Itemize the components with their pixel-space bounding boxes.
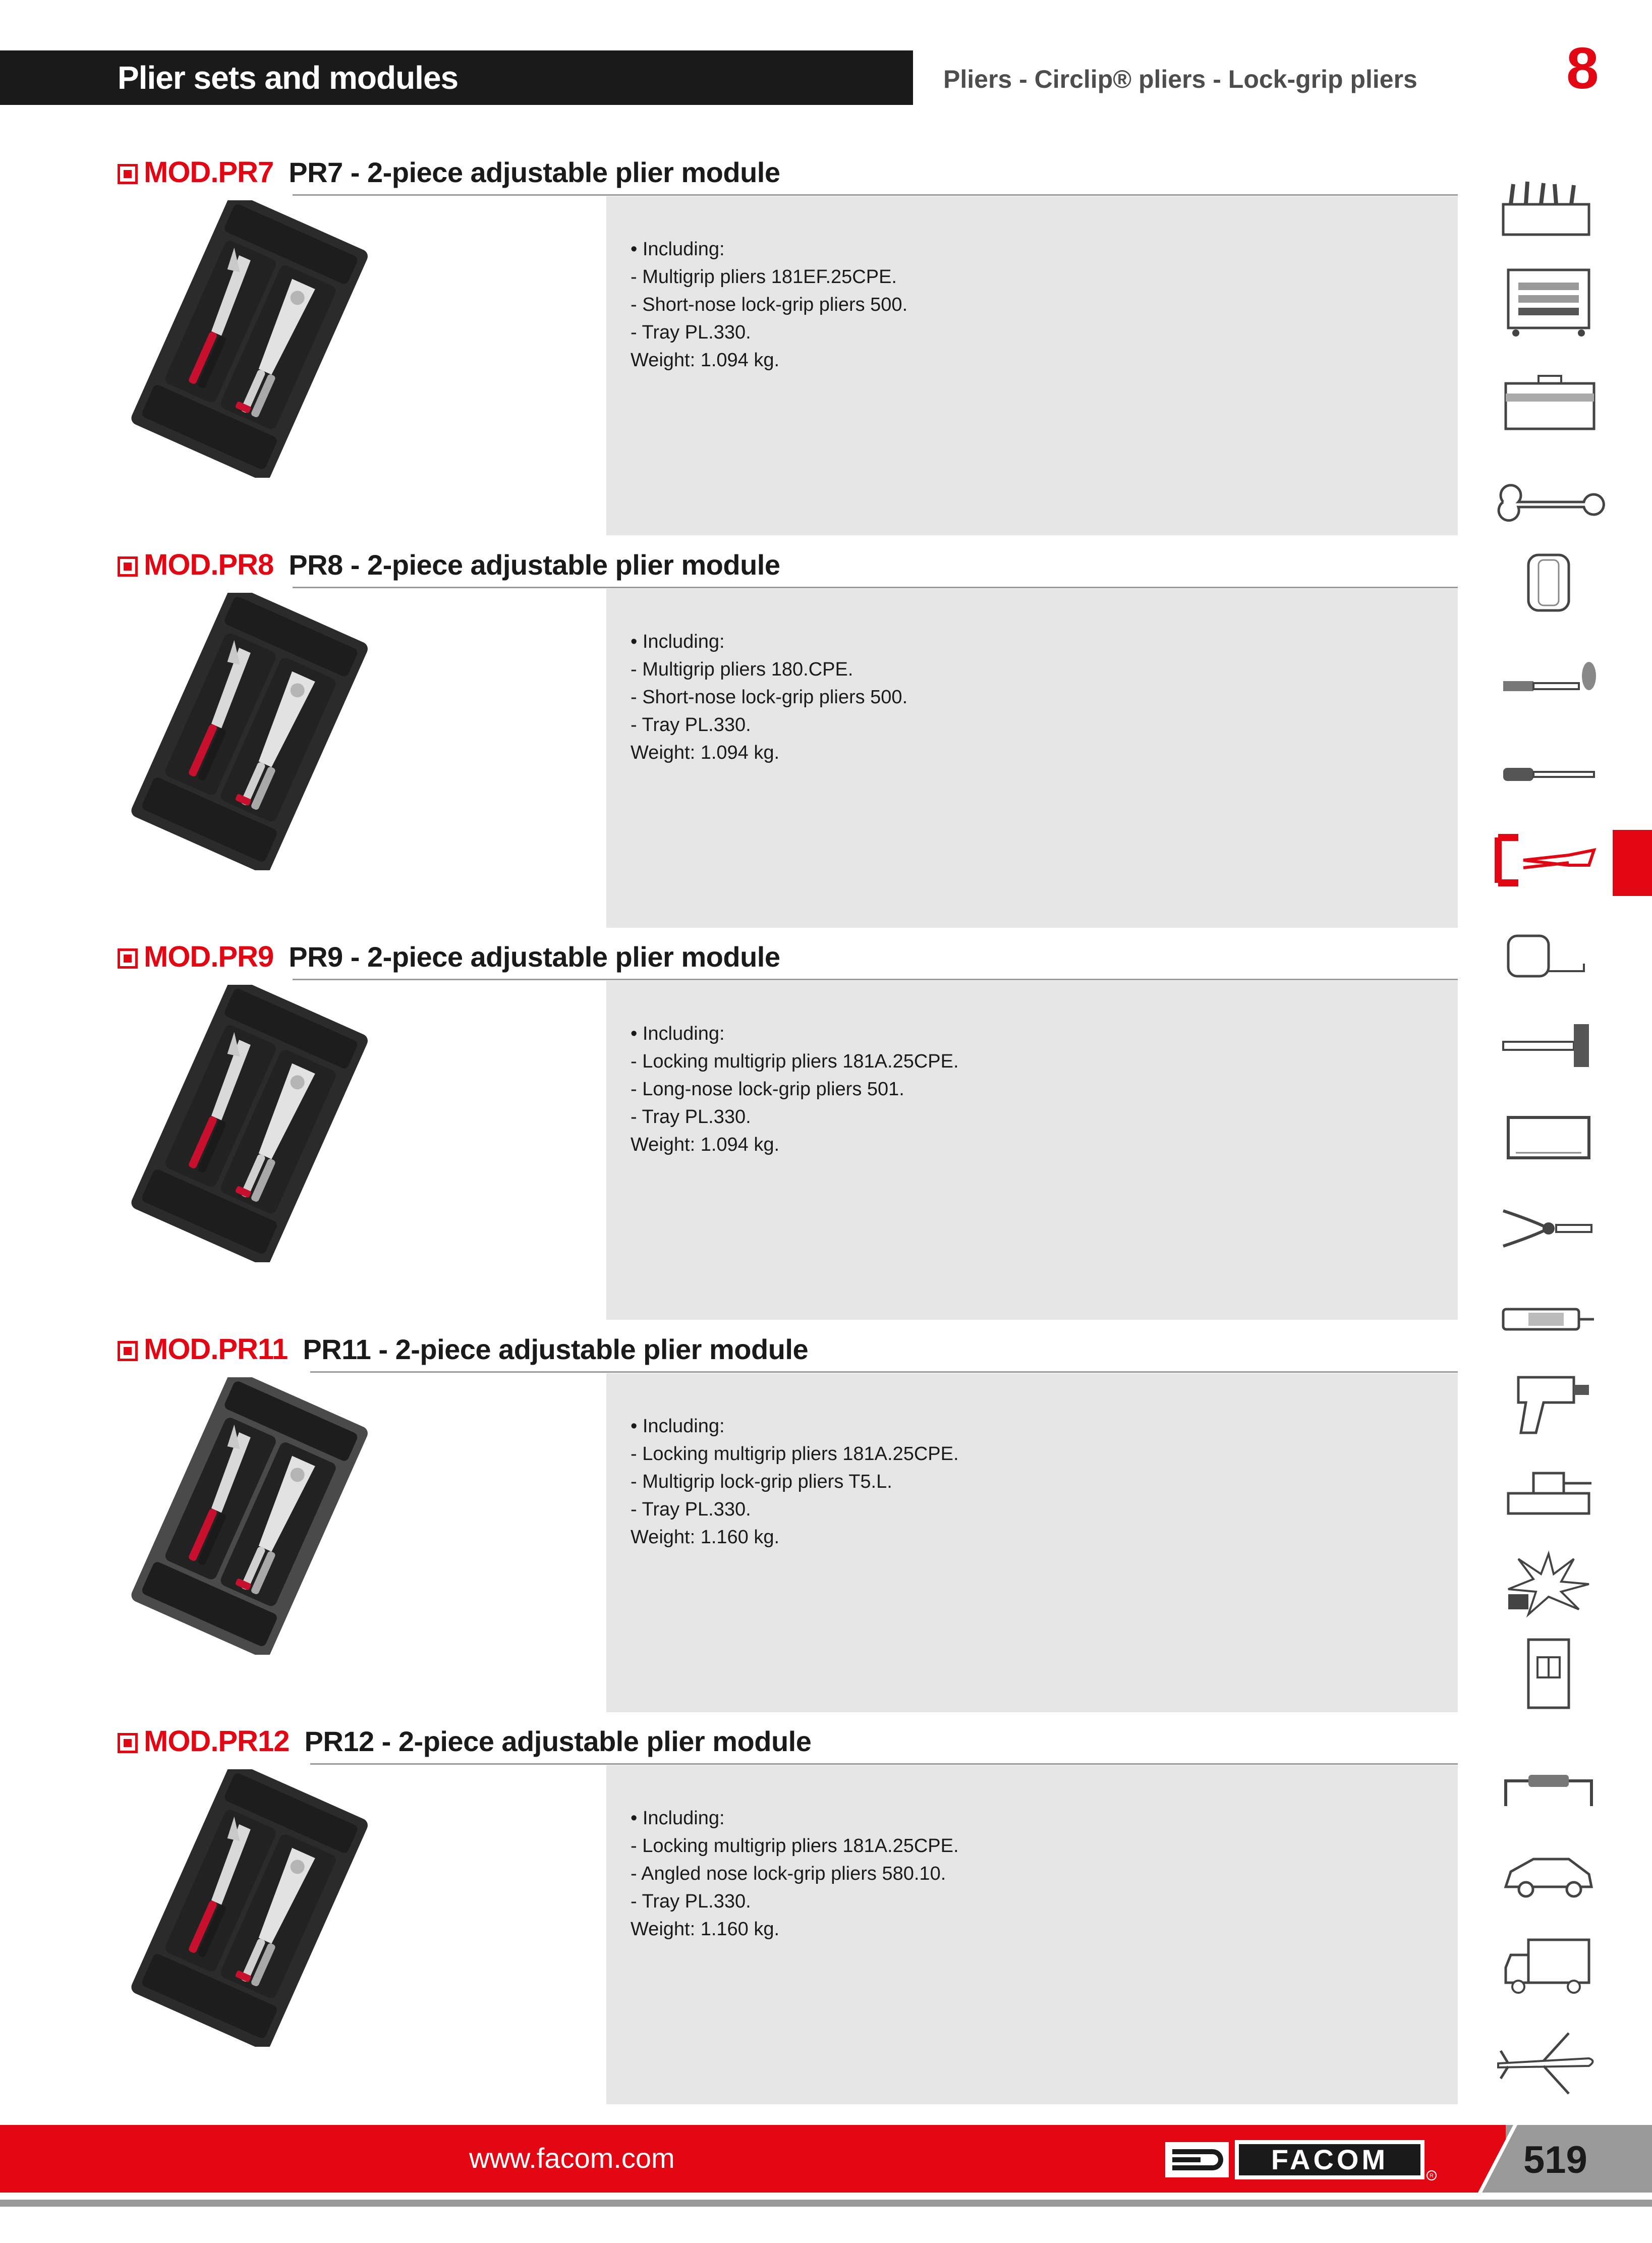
product-spec-list bbox=[631, 1413, 959, 1551]
product-heading bbox=[118, 1332, 808, 1367]
spec-line: - Multigrip pliers 181EF.25CPE. bbox=[631, 266, 897, 288]
spec-line: - Long-nose lock-grip pliers 501. bbox=[631, 1079, 904, 1100]
product-title: PR11 - 2-piece adjustable plier module bbox=[303, 1333, 809, 1365]
product-code: MOD.PR8 bbox=[144, 548, 274, 581]
truck-icon[interactable] bbox=[1488, 1927, 1609, 2003]
spec-line: Weight: 1.160 kg. bbox=[631, 1527, 780, 1548]
tape-measure-icon[interactable] bbox=[1488, 918, 1609, 994]
spec-line: Weight: 1.094 kg. bbox=[631, 1134, 780, 1155]
spec-line: - Locking multigrip pliers 181A.25CPE. bbox=[631, 1835, 959, 1857]
spec-line: Weight: 1.094 kg. bbox=[631, 350, 780, 371]
product-description-panel bbox=[606, 196, 1458, 535]
hammer-icon[interactable] bbox=[1488, 1009, 1609, 1085]
product-section bbox=[0, 939, 1458, 1323]
toolbox-icon[interactable] bbox=[1488, 174, 1609, 250]
section-title-bar bbox=[0, 50, 913, 105]
spec-line: - Locking multigrip pliers 181A.25CPE. bbox=[631, 1051, 959, 1072]
product-heading bbox=[118, 155, 780, 190]
heading-rule bbox=[293, 194, 1458, 196]
heading-rule bbox=[310, 1763, 1458, 1765]
spec-line: - Tray PL.330. bbox=[631, 1891, 751, 1912]
product-spec-list bbox=[631, 236, 907, 374]
product-title: PR8 - 2-piece adjustable plier module bbox=[289, 549, 780, 581]
impact-wrench-icon[interactable] bbox=[1488, 1362, 1609, 1438]
spec-line: - Tray PL.330. bbox=[631, 322, 751, 343]
vise-icon[interactable] bbox=[1488, 1453, 1609, 1529]
page-number: 519 bbox=[1523, 2139, 1587, 2181]
product-heading bbox=[118, 1724, 811, 1759]
bullet-square-icon bbox=[118, 948, 138, 969]
footer-underline bbox=[0, 2200, 1652, 2207]
svg-text:R: R bbox=[1430, 2173, 1434, 2179]
bullet-square-icon bbox=[118, 1733, 138, 1753]
product-code: MOD.PR9 bbox=[144, 940, 274, 973]
spec-line: - Short-nose lock-grip pliers 500. bbox=[631, 294, 908, 315]
hacksaw-icon[interactable] bbox=[1488, 1100, 1609, 1175]
product-code: MOD.PR12 bbox=[144, 1725, 290, 1758]
product-section bbox=[0, 1332, 1458, 1715]
spec-line: - Angled nose lock-grip pliers 580.10. bbox=[631, 1863, 946, 1884]
puller-icon[interactable] bbox=[1488, 1191, 1609, 1266]
product-section bbox=[0, 155, 1458, 538]
active-category-tab[interactable] bbox=[1613, 830, 1652, 896]
car-icon[interactable] bbox=[1488, 1836, 1609, 1912]
product-spec-list bbox=[631, 628, 907, 767]
wrench-icon[interactable] bbox=[1488, 464, 1609, 540]
tool-cart-icon[interactable] bbox=[1488, 262, 1609, 338]
screwdriver-icon[interactable] bbox=[1488, 737, 1609, 812]
product-photo bbox=[113, 985, 406, 1262]
spec-line: - Tray PL.330. bbox=[631, 1106, 751, 1128]
facom-logo-text: FACOM bbox=[1271, 2144, 1389, 2175]
bullet-square-icon bbox=[118, 1341, 138, 1361]
product-photo bbox=[113, 1769, 406, 2047]
facom-logo bbox=[1165, 2138, 1438, 2181]
electrical-breaker-icon[interactable] bbox=[1488, 1635, 1609, 1710]
product-description-panel bbox=[606, 589, 1458, 928]
spec-line: • Including: bbox=[631, 631, 725, 652]
spec-line: • Including: bbox=[631, 1023, 725, 1044]
product-photo bbox=[113, 1377, 406, 1655]
heading-rule bbox=[293, 979, 1458, 980]
spec-line: • Including: bbox=[631, 1808, 725, 1829]
chapter-number: 8 bbox=[1566, 35, 1599, 101]
handle-grip-icon[interactable] bbox=[1488, 1751, 1609, 1826]
product-photo bbox=[113, 200, 406, 478]
product-section bbox=[0, 1724, 1458, 2107]
heading-rule bbox=[310, 1371, 1458, 1373]
spec-line: - Multigrip lock-grip pliers T5.L. bbox=[631, 1471, 892, 1492]
heading-rule bbox=[293, 587, 1458, 588]
product-photo bbox=[113, 593, 406, 870]
airplane-icon[interactable] bbox=[1488, 2023, 1609, 2099]
product-description-panel bbox=[606, 1765, 1458, 2104]
spec-line: - Tray PL.330. bbox=[631, 714, 751, 736]
ratchet-icon[interactable] bbox=[1488, 646, 1609, 721]
product-section bbox=[0, 547, 1458, 931]
product-code: MOD.PR7 bbox=[144, 156, 274, 189]
spec-line: - Locking multigrip pliers 181A.25CPE. bbox=[631, 1443, 959, 1465]
product-code: MOD.PR11 bbox=[144, 1333, 288, 1366]
product-spec-list bbox=[631, 1805, 959, 1943]
bullet-square-icon bbox=[118, 164, 138, 184]
product-title: PR12 - 2-piece adjustable plier module bbox=[304, 1725, 812, 1757]
pliers-icon[interactable] bbox=[1488, 822, 1609, 898]
spec-line: • Including: bbox=[631, 1416, 725, 1437]
product-description-panel bbox=[606, 1373, 1458, 1712]
spec-line: - Short-nose lock-grip pliers 500. bbox=[631, 687, 908, 708]
product-title: PR7 - 2-piece adjustable plier module bbox=[289, 156, 780, 188]
spec-line: - Tray PL.330. bbox=[631, 1499, 751, 1520]
safety-explosion-icon[interactable] bbox=[1488, 1544, 1609, 1619]
product-spec-list bbox=[631, 1020, 959, 1159]
spec-line: Weight: 1.160 kg. bbox=[631, 1919, 780, 1940]
footer-url-link[interactable]: www.facom.com bbox=[469, 2142, 675, 2174]
bullet-square-icon bbox=[118, 556, 138, 577]
page-subtitle: Pliers - Circlip® pliers - Lock-grip pliers bbox=[943, 65, 1417, 93]
page-title: Plier sets and modules bbox=[118, 60, 459, 96]
spec-line: • Including: bbox=[631, 239, 725, 260]
product-description-panel bbox=[606, 981, 1458, 1320]
product-heading bbox=[118, 939, 780, 975]
tool-case-icon[interactable] bbox=[1488, 363, 1609, 439]
spec-line: Weight: 1.094 kg. bbox=[631, 742, 780, 763]
product-title: PR9 - 2-piece adjustable plier module bbox=[289, 941, 780, 973]
product-heading bbox=[118, 547, 780, 583]
spec-line: - Multigrip pliers 180.CPE. bbox=[631, 659, 853, 680]
socket-icon[interactable] bbox=[1488, 545, 1609, 621]
torque-tester-icon[interactable] bbox=[1488, 1281, 1609, 1357]
